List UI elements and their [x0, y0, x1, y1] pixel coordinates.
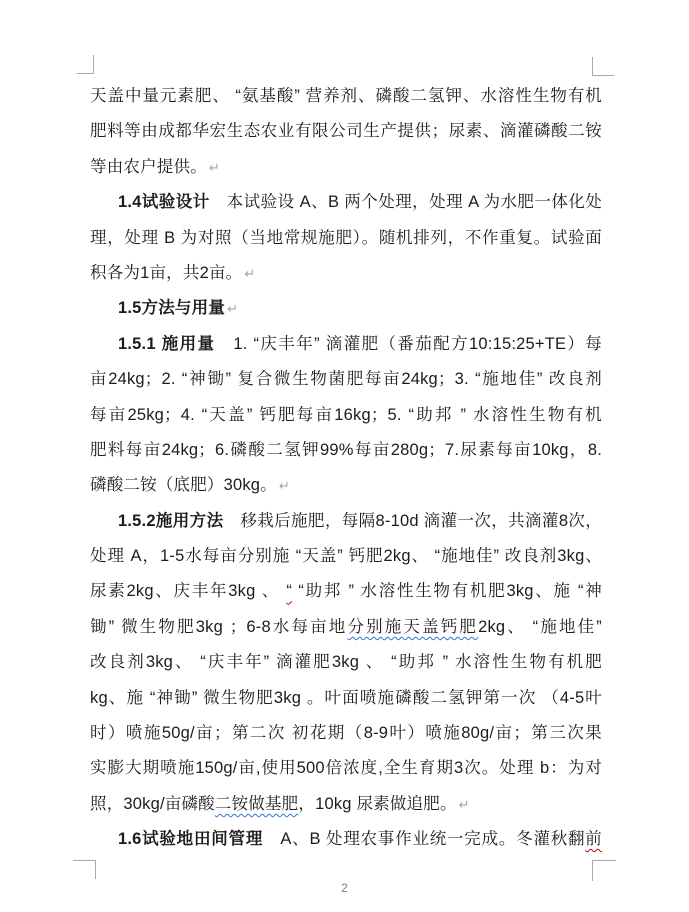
blue-squiggle-text: 分别施天盖钙肥 [347, 617, 479, 636]
text-line[interactable] [90, 114, 602, 149]
crop-mark-bottom-right [592, 860, 616, 881]
blue-squiggle-text: 二铵做基肥 [214, 794, 299, 813]
text-run: 积各为1亩，共2亩。 [90, 263, 243, 282]
text-run: 尿素2kg、庆丰年3kg 、 [90, 582, 287, 601]
text-line[interactable] [90, 398, 602, 433]
text-line[interactable] [90, 79, 602, 114]
text-line[interactable] [90, 362, 602, 397]
text-run: 磷酸二铵（底肥）30kg。 [90, 476, 277, 495]
heading-run: 1.5方法与用量 [118, 299, 226, 318]
page-number: 2 [341, 881, 348, 895]
text-run: “助邦 ” 水溶性生物有机肥3kg、施 “神 [292, 582, 602, 601]
text-line[interactable] [90, 221, 602, 256]
text-line[interactable] [90, 681, 602, 716]
text-run: 亩24kg；2. “神锄” 复合微生物菌肥每亩24kg；3. “施地佳” 改良剂 [90, 370, 602, 389]
text-run: 处理 A，1-5水每亩分别施 “天盖” 钙肥2kg、 “施地佳” 改良剂3kg、 [90, 547, 602, 566]
text-run: A、B 处理农事作业统一完成。冬灌秋翻 [263, 830, 586, 849]
text-line[interactable] [90, 787, 602, 822]
text-run: 时）喷施50g/亩；第二次 初花期（8-9叶）喷施80g/亩；第三次果 [90, 724, 602, 743]
red-squiggle-text: 前 [585, 830, 602, 849]
red-squiggle-text: “ [286, 582, 293, 601]
text-run: 等由农户提供。 [90, 157, 207, 176]
text-run: kg、施 “神锄” 微生物肥3kg 。叶面喷施磷酸二氢钾第一次 （4-5叶 [90, 688, 602, 707]
heading-run: 1.4试验设计 [118, 193, 210, 212]
text-line[interactable] [90, 574, 602, 609]
text-run: 肥料每亩24kg；6.磷酸二氢钾99%每亩280g；7.尿素每亩10kg，8. [90, 440, 602, 459]
paragraph-mark-icon: ↵ [458, 796, 470, 812]
text-line[interactable] [90, 256, 602, 291]
paragraph-mark-icon: ↵ [244, 265, 256, 281]
text-run: 照，30kg/亩磷酸 [90, 794, 215, 813]
text-run: 天盖中量元素肥、 “氨基酸” 营养剂、磷酸二氢钾、水溶性生物有机 [90, 87, 602, 105]
text-run: 每亩25kg；4. “天盖” 钙肥每亩16kg；5. “助邦 ” 水溶性生物有机 [90, 405, 602, 424]
crop-mark-top-left [77, 55, 94, 74]
text-run: 理，处理 B 为对照（当地常规施肥）。随机排列，不作重复。试验面 [90, 228, 602, 247]
text-line[interactable] [90, 185, 602, 220]
text-run: ，10kg 尿素做追肥。 [298, 794, 457, 813]
text-line[interactable] [90, 468, 602, 503]
crop-mark-bottom-left [73, 860, 96, 879]
text-line[interactable] [90, 610, 602, 645]
crop-mark-top-right [592, 57, 614, 76]
text-line[interactable] [90, 504, 602, 539]
text-run: 本试验设 A、B 两个处理，处理 A 为水肥一体化处 [209, 193, 602, 212]
text-line[interactable] [90, 645, 602, 680]
heading-run: 1.5.2施用方法 [118, 511, 224, 530]
text-line[interactable] [90, 822, 602, 857]
heading-run: 1.6试验地田间管理 [118, 830, 264, 849]
heading-run: 1.5.1 施用量 [118, 334, 216, 353]
paragraph-mark-icon: ↵ [278, 478, 290, 494]
paragraph-mark-icon: ↵ [227, 301, 239, 317]
text-run: 肥料等由成都华宏生态农业有限公司生产提供；尿素、滴灌磷酸二铵 [90, 122, 602, 141]
document-body[interactable] [90, 79, 602, 858]
text-run: 实膨大期喷施150g/亩,使用500倍浓度,全生育期3次。处理 b：为对 [90, 759, 602, 778]
text-run: 锄” 微生物肥3kg ；6-8水每亩地 [90, 617, 348, 636]
text-line[interactable] [90, 327, 602, 362]
text-line[interactable] [90, 150, 602, 185]
text-run: 移栽后施肥，每隔8-10d 滴灌一次，共滴灌8次， [223, 511, 602, 530]
text-line[interactable] [90, 433, 602, 468]
text-line[interactable] [90, 751, 602, 786]
text-line[interactable] [90, 539, 602, 574]
text-run: 改良剂3kg、 “庆丰年” 滴灌肥3kg 、 “助邦 ” 水溶性生物有机肥 [90, 653, 602, 672]
paragraph-mark-icon: ↵ [208, 159, 220, 175]
text-run: 1. “庆丰年” 滴灌肥（番茄配方10:15:25+TE）每 [215, 334, 602, 353]
text-line[interactable] [90, 716, 602, 751]
text-run: 2kg、 “施地佳” [478, 617, 602, 636]
text-line[interactable] [90, 291, 602, 326]
